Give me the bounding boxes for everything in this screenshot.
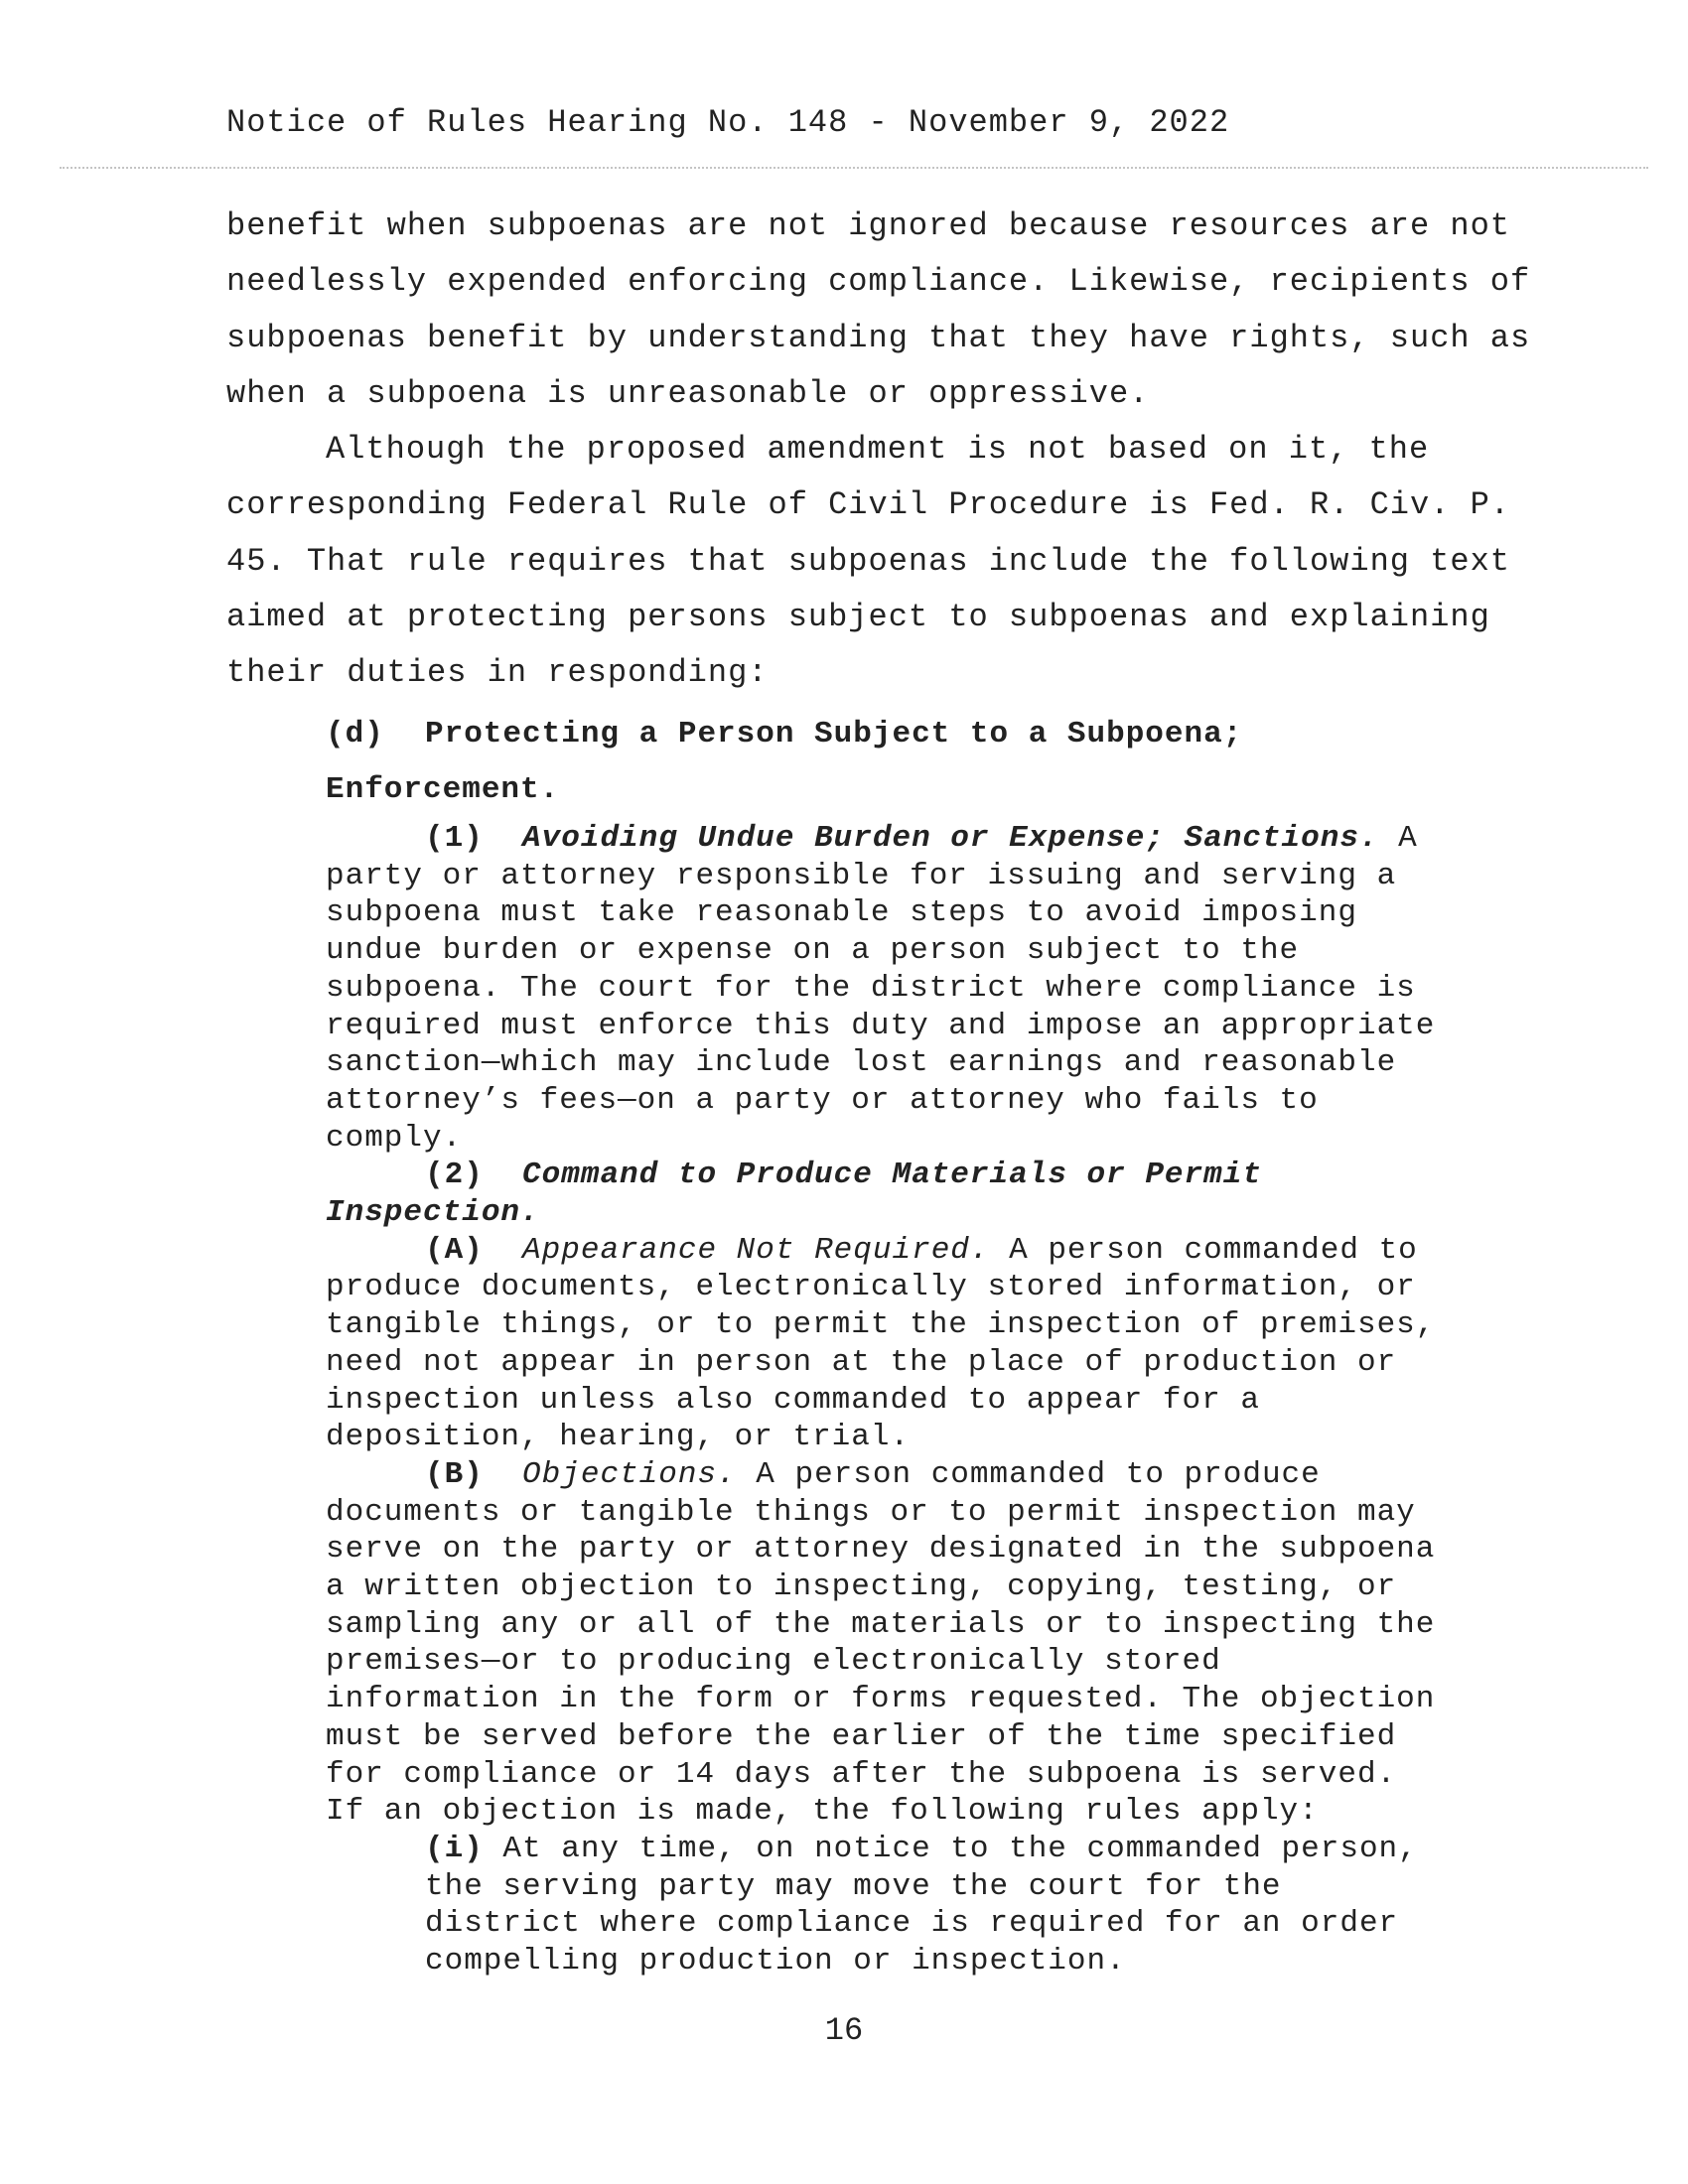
item-line: subpoena must take reasonable steps to avoid imposing: [326, 895, 1357, 931]
item-line: compelling production or inspection.: [425, 1944, 1126, 1979]
item-title: Appearance Not Required.: [522, 1232, 990, 1268]
item-line: sampling any or all of the materials or to inspecting the: [326, 1606, 1436, 1642]
item-line: party or attorney responsible for issuing and serving a: [326, 858, 1397, 893]
item-i-heading: [326, 1831, 1477, 1868]
body-line: subpoenas benefit by understanding that they have rights, such as: [226, 319, 1531, 356]
section-title-continued: Enforcement.: [326, 772, 560, 807]
item-text: At any time, on notice to the commanded person,: [483, 1831, 1418, 1866]
item-text: A person commanded to produce: [736, 1456, 1321, 1492]
item-line: undue burden or expense on a person subject to the: [326, 933, 1300, 969]
item-line: deposition, hearing, or trial.: [326, 1420, 911, 1455]
item-number: (2): [425, 1158, 484, 1193]
body-line: their duties in responding:: [226, 654, 769, 692]
item-text: A: [1378, 821, 1418, 856]
item-line: produce documents, electronically stored information, or: [326, 1270, 1416, 1305]
item-line: tangible things, or to permit the inspection of premises,: [326, 1307, 1436, 1343]
header-divider: [60, 167, 1648, 169]
item-line: information in the form or forms requested. The objection: [326, 1682, 1436, 1717]
section-d-heading: [326, 707, 1517, 818]
item-title-continued: Inspection.: [326, 1195, 540, 1231]
item-title: Objections.: [522, 1456, 737, 1492]
body-line: corresponding Federal Rule of Civil Procedure is Fed. R. Civ. P.: [226, 486, 1510, 524]
body-line: Although the proposed amendment is not based on it, the: [326, 431, 1430, 469]
item-number: (B): [425, 1456, 484, 1492]
item-title: Command to Produce Materials or Permit: [522, 1158, 1262, 1193]
item-line: need not appear in person at the place of production or: [326, 1344, 1397, 1380]
item-line: for compliance or 14 days after the subpoena is served.: [326, 1756, 1397, 1792]
item-line: premises—or to producing electronically stored: [326, 1644, 1221, 1680]
item-title: Avoiding Undue Burden or Expense; Sanctions.: [522, 821, 1379, 856]
item-line: inspection unless also commanded to appear for a: [326, 1382, 1260, 1418]
section-number: (d): [326, 717, 384, 751]
item-line: must be served before the earlier of the time specified: [326, 1718, 1397, 1754]
item-line: required must enforce this duty and impose an appropriate: [326, 1008, 1436, 1043]
item-number: (i): [425, 1831, 484, 1866]
item-number: (A): [425, 1232, 484, 1268]
page-number: 16: [824, 2012, 864, 2049]
item-line: documents or tangible things or to permit inspection may: [326, 1494, 1416, 1530]
item-text: A person commanded to: [989, 1232, 1418, 1268]
body-line: aimed at protecting persons subject to subpoenas and explaining: [226, 599, 1490, 636]
page-header: Notice of Rules Hearing No. 148 - November 9, 2022: [226, 104, 1230, 141]
item-A-heading: [326, 1232, 1477, 1270]
body-line: benefit when subpoenas are not ignored because resources are not: [226, 207, 1510, 244]
item-line: district where compliance is required for an order: [425, 1906, 1399, 1942]
body-line: needlessly expended enforcing compliance. Likewise, recipients of: [226, 263, 1531, 301]
body-text: [226, 199, 1557, 702]
item-line: serve on the party or attorney designated in the subpoena: [326, 1532, 1436, 1568]
section-title: Protecting a Person Subject to a Subpoena;: [425, 717, 1243, 751]
item-line: a written objection to inspecting, copying, testing, or: [326, 1570, 1397, 1605]
body-line: when a subpoena is unreasonable or oppressive.: [226, 374, 1150, 412]
item-line: comply.: [326, 1120, 463, 1156]
item-2-heading: [326, 1157, 1477, 1194]
item-number: (1): [425, 821, 484, 856]
item-B-heading: [326, 1456, 1477, 1494]
item-line: sanction—which may include lost earnings and reasonable: [326, 1045, 1397, 1081]
item-line: If an objection is made, the following rules apply:: [326, 1794, 1319, 1830]
item-line: the serving party may move the court for the: [425, 1868, 1282, 1904]
item-line: attorney’s fees—on a party or attorney who fails to: [326, 1082, 1319, 1118]
rule-text: [326, 820, 1477, 1980]
body-line: 45. That rule requires that subpoenas include the following text: [226, 542, 1510, 580]
item-line: subpoena. The court for the district where compliance is: [326, 970, 1416, 1006]
item-1-heading: [326, 820, 1477, 858]
